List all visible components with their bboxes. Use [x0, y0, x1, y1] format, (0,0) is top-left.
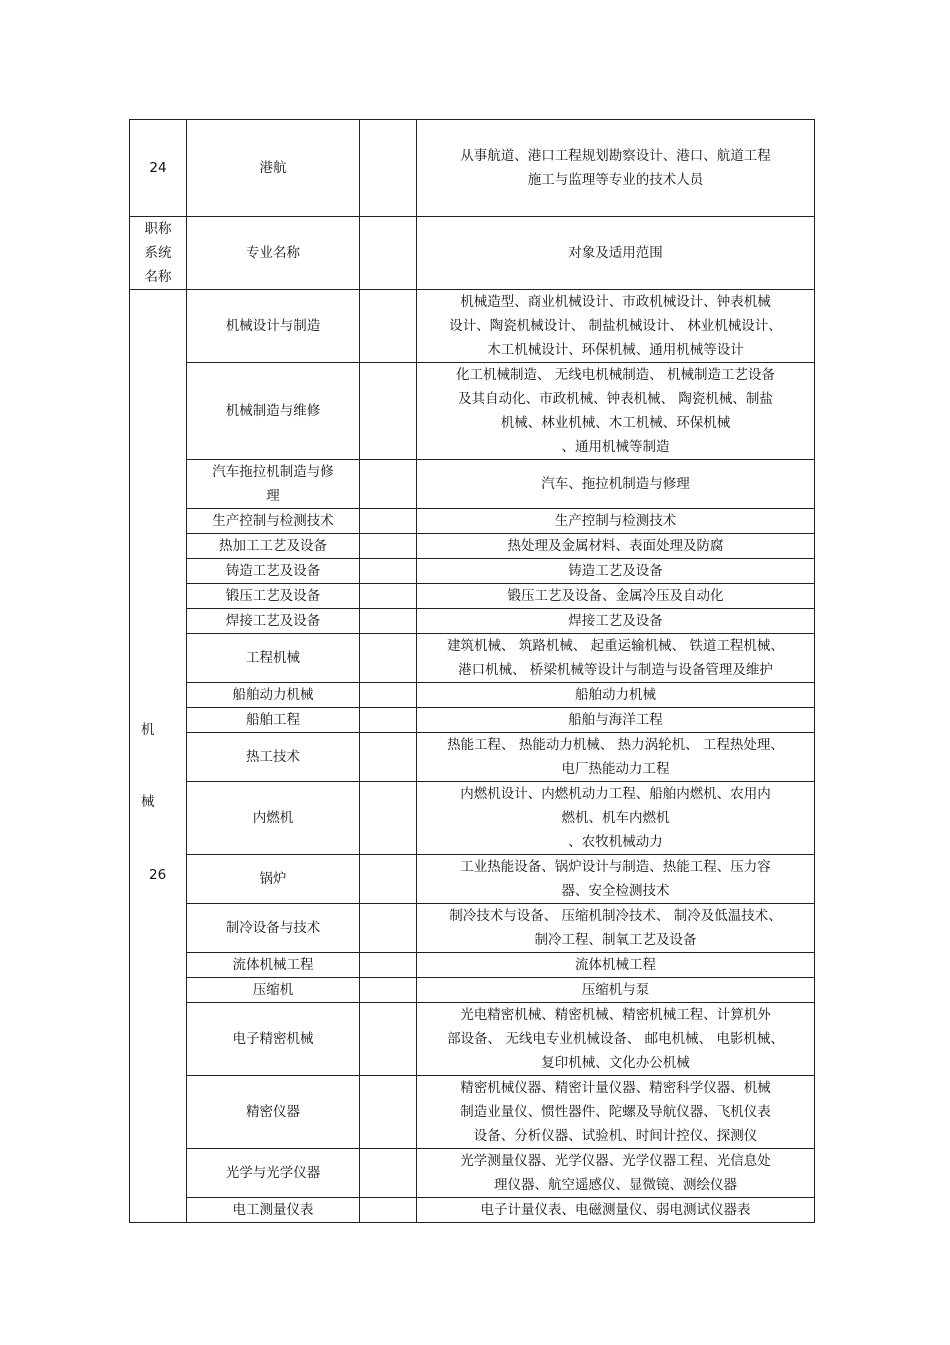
specialty-name	[187, 683, 360, 708]
empty-cell	[360, 782, 417, 855]
empty-cell	[360, 534, 417, 559]
scope-line: 电厂热能动力工程	[561, 761, 670, 777]
scope-line: 建筑机械、 筑路机械、 起重运输机械、 铁道工程机械、	[447, 638, 784, 654]
scope-line: 木工机械设计、环保机械、通用机械等设计	[487, 342, 744, 358]
scope-line: 燃机、机车内燃机	[561, 810, 670, 826]
scope-cell	[417, 1003, 815, 1076]
scope-cell	[417, 460, 815, 509]
name-line: 精密仪器	[246, 1104, 300, 1120]
header-specialty-name: 专业名称	[187, 217, 360, 290]
name-line: 汽车拖拉机制造与修	[212, 464, 334, 480]
scope-cell	[417, 855, 815, 904]
scope-cell	[417, 290, 815, 363]
table-row	[130, 534, 815, 559]
empty-cell	[360, 855, 417, 904]
empty-cell	[360, 1149, 417, 1198]
specialty-name	[187, 733, 360, 782]
name-line: 光学与光学仪器	[225, 1165, 321, 1181]
name-line: 工程机械	[246, 650, 300, 666]
specialty-name	[187, 782, 360, 855]
name-line: 生产控制与检测技术	[212, 513, 334, 529]
header-scope: 对象及适用范围	[417, 217, 815, 290]
empty-cell	[360, 363, 417, 460]
scope-line: 锻压工艺及设备、金属冷压及自动化	[507, 588, 724, 604]
table-row	[130, 290, 815, 363]
scope-line: 内燃机设计、内燃机动力工程、船舶内燃机、农用内	[460, 786, 771, 802]
scope-cell	[417, 1198, 815, 1223]
empty-cell	[360, 1076, 417, 1149]
scope-cell	[417, 559, 815, 584]
scope-line: 部设备、 无线电专业机械设备、 邮电机械、 电影机械、	[447, 1031, 784, 1047]
specialty-name	[187, 953, 360, 978]
group-char-1: 机	[141, 722, 155, 738]
scope-line: 从事航道、港口工程规划勘察设计、港口、航道工程	[460, 148, 771, 164]
scope-line: 光学测量仪器、光学仪器、光学仪器工程、光信息处	[460, 1153, 771, 1169]
specialty-table	[129, 119, 815, 1223]
scope-line: 港口机械、 桥梁机械等设计与制造与设备管理及维护	[458, 662, 773, 678]
scope-cell	[417, 634, 815, 683]
specialty-name	[187, 1076, 360, 1149]
name-line: 制冷设备与技术	[225, 920, 321, 936]
empty-cell	[360, 584, 417, 609]
scope-line: 化工机械制造、 无线电机械制造、 机械制造工艺设备	[455, 367, 776, 383]
header-system-name	[130, 217, 187, 290]
empty-cell	[360, 217, 417, 290]
specialty-name	[187, 509, 360, 534]
scope-cell	[417, 978, 815, 1003]
empty-cell	[360, 953, 417, 978]
scope-line: 复印机械、文化办公机械	[541, 1055, 690, 1071]
scope-line: 制造业量仪、惯性器件、陀螺及导航仪器、飞机仪表	[460, 1104, 771, 1120]
scope-cell	[417, 904, 815, 953]
name-line: 热工技术	[246, 749, 300, 765]
scope-line: 精密机械仪器、精密计量仪器、精密科学仪器、机械	[460, 1080, 771, 1096]
scope-line: 设备、分析仪器、试验机、时间计控仪、探测仪	[473, 1128, 758, 1144]
scope-cell	[417, 584, 815, 609]
table-row	[130, 855, 815, 904]
scope-line: 压缩机与泵	[581, 982, 650, 998]
group-char-2: 械	[141, 794, 155, 810]
table-row	[130, 609, 815, 634]
empty-cell	[360, 1003, 417, 1076]
specialty-name	[187, 634, 360, 683]
system-group-cell	[130, 290, 187, 1223]
specialty-name	[187, 460, 360, 509]
empty-cell	[360, 609, 417, 634]
specialty-name	[187, 855, 360, 904]
empty-cell	[360, 978, 417, 1003]
scope-cell	[417, 782, 815, 855]
table-row	[130, 683, 815, 708]
table-row	[130, 509, 815, 534]
specialty-name	[187, 708, 360, 733]
empty-cell	[360, 509, 417, 534]
specialty-name	[187, 559, 360, 584]
specialty-name	[187, 1149, 360, 1198]
scope-line: 船舶与海洋工程	[568, 712, 663, 728]
specialty-name: 港航	[187, 120, 360, 217]
scope-line: 光电精密机械、精密机械、精密机械工程、计算机外	[460, 1007, 771, 1023]
name-line: 机械制造与维修	[225, 403, 321, 419]
scope-line: 热能工程、 热能动力机械、 热力涡轮机、 工程热处理、	[447, 737, 784, 753]
table-row	[130, 1003, 815, 1076]
name-line: 电工测量仪表	[232, 1202, 314, 1218]
specialty-name	[187, 534, 360, 559]
specialty-name	[187, 1198, 360, 1223]
empty-cell	[360, 1198, 417, 1223]
name-line: 焊接工艺及设备	[225, 613, 321, 629]
name-line: 热加工工艺及设备	[219, 538, 327, 554]
scope-line: 器、安全检测技术	[561, 883, 670, 899]
scope-line: 焊接工艺及设备	[568, 613, 663, 629]
scope-cell	[417, 733, 815, 782]
scope-line: 制冷技术与设备、 压缩机制冷技术、 制冷及低温技术、	[449, 908, 782, 924]
name-line: 铸造工艺及设备	[225, 563, 321, 579]
scope-line: 及其自动化、市政机械、钟表机械、 陶瓷机械、制盐	[458, 391, 773, 407]
table-row	[130, 584, 815, 609]
name-line: 电子精密机械	[232, 1031, 314, 1047]
specialty-name	[187, 609, 360, 634]
name-line: 流体机械工程	[232, 957, 314, 973]
scope-cell	[417, 1076, 815, 1149]
name-line: 内燃机	[252, 810, 294, 826]
group-number: 26	[149, 867, 167, 883]
empty-cell	[360, 683, 417, 708]
scope-line: 流体机械工程	[575, 957, 656, 973]
name-line: 锻压工艺及设备	[225, 588, 321, 604]
empty-cell	[360, 904, 417, 953]
name-line: 理	[266, 488, 280, 504]
scope-cell	[417, 683, 815, 708]
table-row	[130, 978, 815, 1003]
table-row	[130, 1076, 815, 1149]
specialty-name	[187, 363, 360, 460]
scope-line: 理仪器、航空遥感仪、显微镜、测绘仪器	[494, 1177, 737, 1193]
table-row	[130, 363, 815, 460]
table-row	[130, 460, 815, 509]
specialty-name	[187, 584, 360, 609]
scope-line: 施工与监理等专业的技术人员	[527, 172, 704, 188]
scope-cell	[417, 609, 815, 634]
name-line: 机械设计与制造	[225, 318, 321, 334]
scope-line: 铸造工艺及设备	[568, 563, 663, 579]
empty-cell	[360, 559, 417, 584]
row-number: 24	[130, 120, 187, 217]
name-line: 压缩机	[252, 982, 294, 998]
row-24	[130, 120, 815, 217]
empty-cell	[360, 290, 417, 363]
header-line: 名称	[144, 269, 172, 285]
empty-cell	[360, 460, 417, 509]
scope-cell	[417, 120, 815, 217]
scope-cell	[417, 1149, 815, 1198]
table-row	[130, 782, 815, 855]
name-line: 船舶动力机械	[232, 687, 314, 703]
scope-line: 生产控制与检测技术	[554, 513, 677, 529]
table-row	[130, 1198, 815, 1223]
scope-line: 电子计量仪表、电磁测量仪、弱电测试仪器表	[480, 1202, 751, 1218]
scope-cell	[417, 363, 815, 460]
scope-line: 、农牧机械动力	[568, 834, 663, 850]
table-row	[130, 634, 815, 683]
table-row	[130, 559, 815, 584]
scope-line: 工业热能设备、锅炉设计与制造、热能工程、压力容	[460, 859, 771, 875]
scope-line: 机械造型、商业机械设计、市政机械设计、钟表机械	[460, 294, 771, 310]
empty-cell	[360, 733, 417, 782]
header-line: 职称	[144, 221, 172, 237]
empty-cell	[360, 708, 417, 733]
scope-line: 船舶动力机械	[575, 687, 656, 703]
specialty-name	[187, 978, 360, 1003]
table-row	[130, 904, 815, 953]
specialty-name	[187, 290, 360, 363]
scope-cell	[417, 509, 815, 534]
scope-cell	[417, 953, 815, 978]
scope-line: 热处理及金属材料、表面处理及防腐	[507, 538, 724, 554]
specialty-name	[187, 1003, 360, 1076]
name-line: 锅炉	[259, 871, 287, 887]
table-row	[130, 708, 815, 733]
table-row	[130, 1149, 815, 1198]
header-row	[130, 217, 815, 290]
header-line: 系统	[144, 245, 172, 261]
specialty-name	[187, 904, 360, 953]
table-row	[130, 953, 815, 978]
scope-line: 机械、林业机械、木工机械、环保机械	[500, 415, 731, 431]
empty-cell	[360, 634, 417, 683]
scope-cell	[417, 534, 815, 559]
scope-cell	[417, 708, 815, 733]
table-row	[130, 733, 815, 782]
name-line: 船舶工程	[246, 712, 300, 728]
scope-line: 、通用机械等制造	[561, 439, 670, 455]
empty-cell	[360, 120, 417, 217]
scope-line: 汽车、拖拉机制造与修理	[541, 476, 690, 492]
scope-line: 设计、陶瓷机械设计、 制盐机械设计、 林业机械设计、	[449, 318, 782, 334]
scope-line: 制冷工程、制氧工艺及设备	[534, 932, 697, 948]
